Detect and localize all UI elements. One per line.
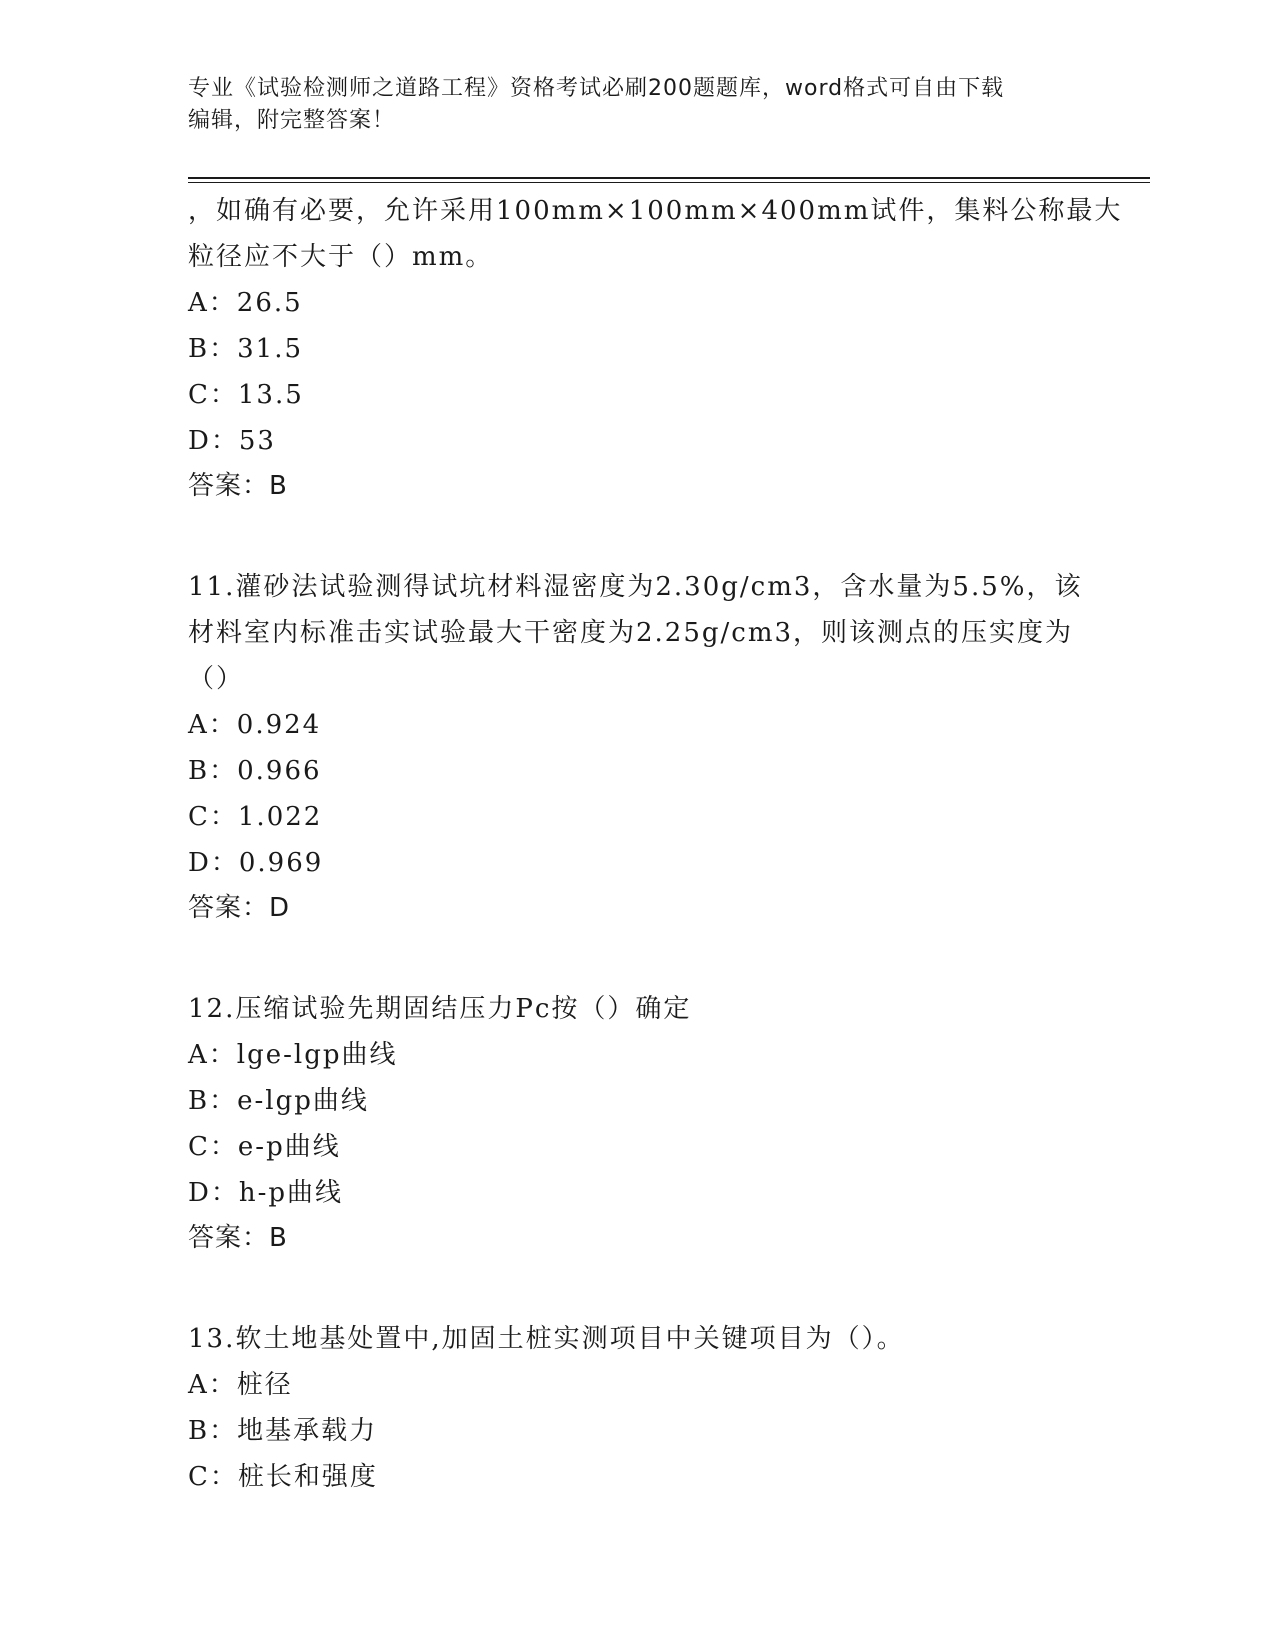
question-13-option-c: C：桩长和强度 (188, 1462, 378, 1492)
question-12-answer: 答案：B (188, 1223, 288, 1253)
question-10-option-b: B：31.5 (188, 334, 303, 364)
question-10-option-c: C：13.5 (188, 380, 304, 410)
question-12-text-line-1: 12.压缩试验先期固结压力Pc按（）确定 (188, 994, 692, 1024)
header-divider-thin (188, 182, 1150, 183)
document-header (188, 73, 1088, 137)
question-10-option-a: A：26.5 (188, 288, 303, 318)
question-11-text-line-2: 材料室内标准击实试验最大干密度为2.25g/cm3，则该测点的压实度为 (188, 618, 1074, 648)
question-11-text-line-3: （） (188, 664, 245, 694)
question-list (188, 188, 1123, 1500)
question-10 (188, 188, 1123, 508)
question-12 (188, 986, 1088, 1260)
question-10-option-d: D：53 (188, 426, 276, 456)
question-13-option-b: B：地基承载力 (188, 1416, 378, 1446)
question-12-option-a: A：lge-lgp曲线 (188, 1040, 398, 1070)
question-12-option-c: C：e-p曲线 (188, 1132, 341, 1162)
question-12-option-b: B：e-lgp曲线 (188, 1086, 369, 1116)
question-spacer (188, 1260, 1088, 1316)
header-title-line-1: 专业《试验检测师之道路工程》资格考试必刷200题题库，word格式可自由下载 (188, 76, 1005, 101)
question-10-answer: 答案：B (188, 471, 288, 501)
question-10-text-line-1: ，如确有必要，允许采用100mm×100mm×400mm试件，集料公称最大 (188, 196, 1123, 226)
question-11-text-line-1: 11.灌砂法试验测得试坑材料湿密度为2.30g/cm3，含水量为5.5%，该 (188, 572, 1083, 602)
question-spacer (188, 930, 1088, 986)
header-title-line-2: 编辑，附完整答案！ (188, 108, 396, 133)
question-spacer (188, 508, 1088, 564)
question-10-text-line-2: 粒径应不大于（）mm。 (188, 242, 494, 272)
question-11 (188, 564, 1088, 930)
question-11-answer: 答案：D (188, 893, 291, 923)
question-12-option-d: D：h-p曲线 (188, 1178, 344, 1208)
question-11-option-b: B：0.966 (188, 756, 322, 786)
question-13-text-line-1: 13.软土地基处置中,加固土桩实测项目中关键项目为（）。 (188, 1324, 905, 1354)
question-13-option-a: A：桩径 (188, 1370, 293, 1400)
question-13 (188, 1316, 1088, 1500)
question-11-option-c: C：1.022 (188, 802, 323, 832)
question-11-option-d: D：0.969 (188, 848, 324, 878)
header-divider-thick (188, 177, 1150, 179)
question-11-option-a: A：0.924 (188, 710, 322, 740)
